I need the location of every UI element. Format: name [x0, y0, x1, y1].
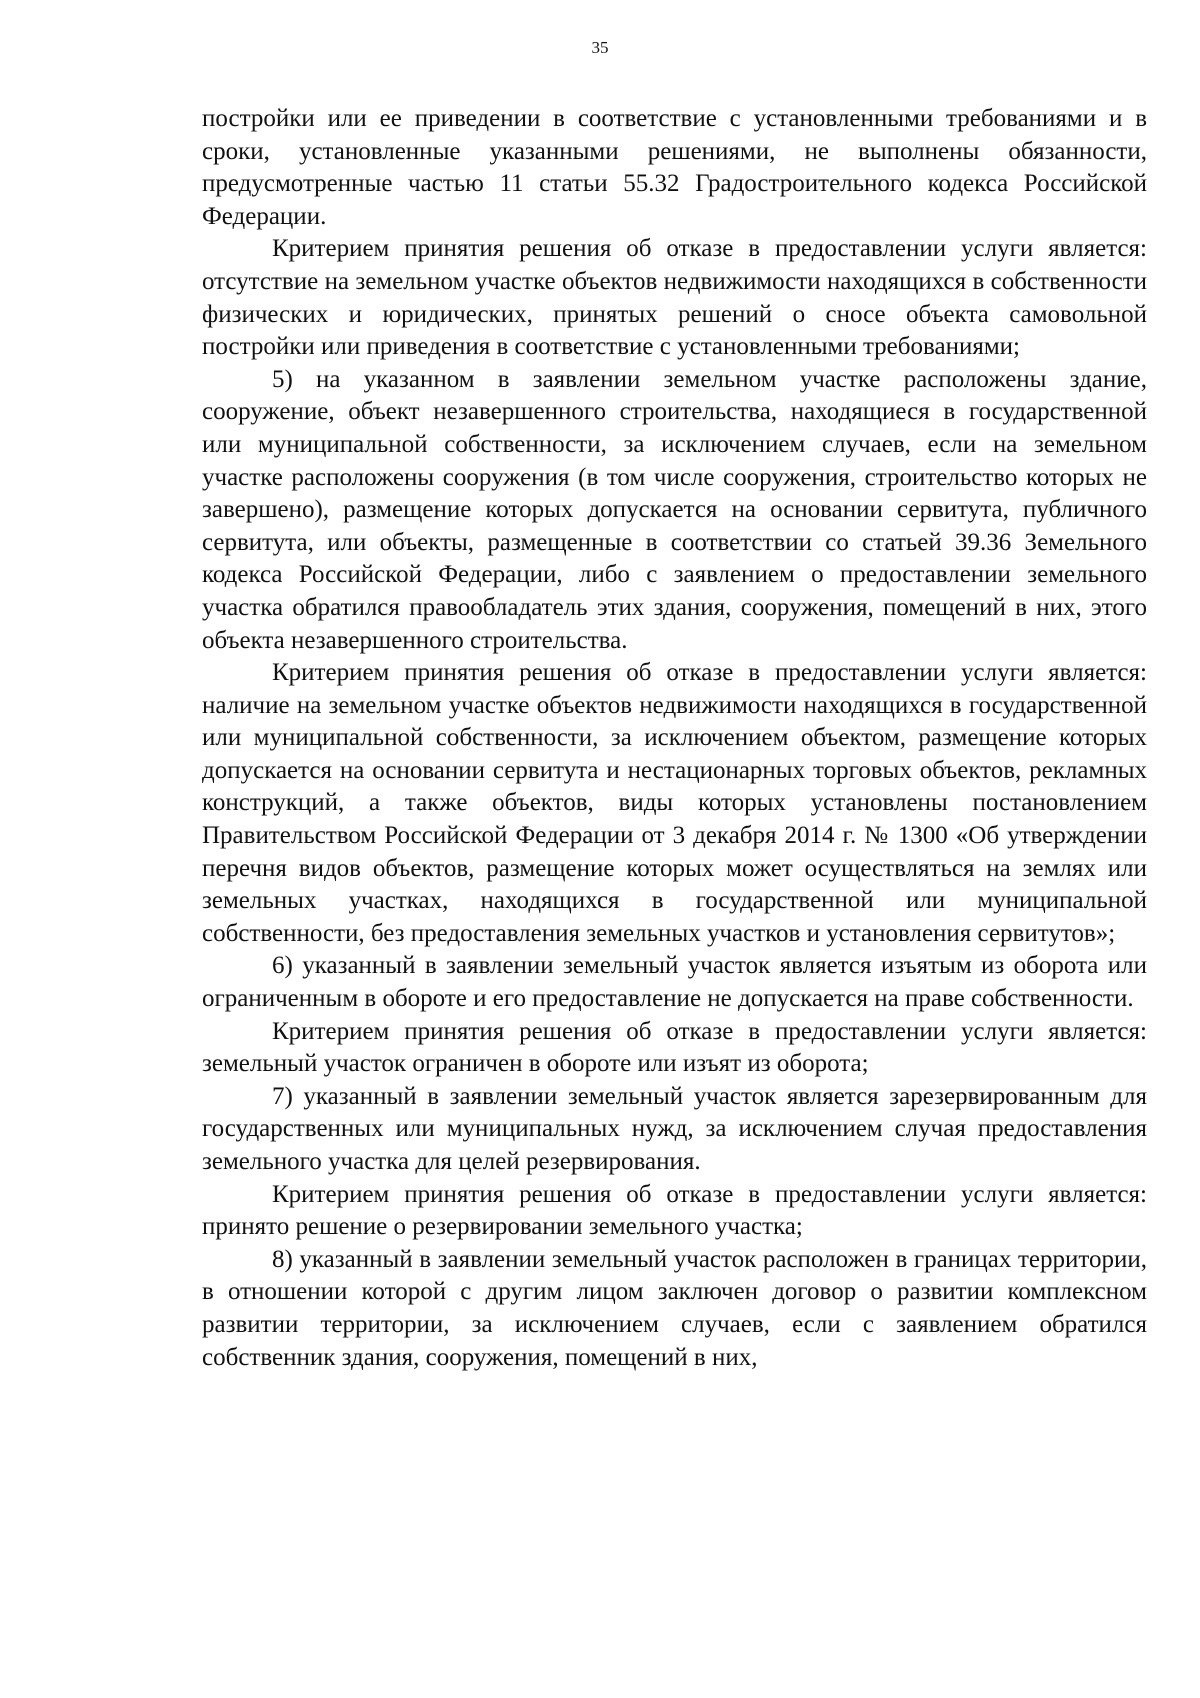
paragraph-criterion-6: Критерием принятия решения об отказе в предоставлении услуги является: земельный участок ограничен в обороте или изъят из оборота;: [202, 1017, 1147, 1078]
page-number: 35: [591, 38, 609, 57]
paragraph-item-5: 5) на указанном в заявлении земельном участке расположены здание, сооружение, объект незавершенного строительства, находящиеся в государственной или муниципальной собственности, за исключением случаев, если на земельном участке расположены сооружения (в том числе сооружения, строительство которых не завершено), размещение которых допускается на основании сервитута, публичного сервитута, или объекты, размещенные в соответствии со статьей 39.36 Земельного кодекса Российской Федерации, либо с заявлением о предоставлении земельного участка обратился правообладатель этих здания, сооружения, помещений в них, этого объекта незавершенного строительства.: [202, 365, 1147, 654]
paragraph-criterion-5: Критерием принятия решения об отказе в предоставлении услуги является: наличие на земельном участке объектов недвижимости находящихся в государственной или муниципальной собственности, за исключением объектом, размещение которых допускается на основании сервитута и нестационарных торговых объектов, рекламных конструкций, а также объектов, виды которых установлены постановлением Правительством Российской Федерации от 3 декабря 2014 г. № 1300 «Об утверждении перечня видов объектов, размещение которых может осуществляться на землях или земельных участках, находящихся в государственной или муниципальной собственности, без предоставления земельных участков и установления сервитутов»;: [202, 659, 1147, 947]
paragraph-criterion-7: Критерием принятия решения об отказе в предоставлении услуги является: принято решение о резервировании земельного участка;: [202, 1180, 1147, 1241]
paragraph-item-6: 6) указанный в заявлении земельный участок является изъятым из оборота или ограниченным в обороте и его предоставление не допускается на праве собственности.: [202, 952, 1147, 1013]
paragraph-item-8: 8) указанный в заявлении земельный участок расположен в границах территории, в отношении которой с другим лицом заключен договор о развитии комплексном развитии территории, за исключением случаев, если с заявлением обратился собственник здания, сооружения, помещений в них,: [202, 1245, 1147, 1371]
paragraph-criterion-4: Критерием принятия решения об отказе в предоставлении услуги является: отсутствие на земельном участке объектов недвижимости находящихся в собственности физических и юридических, принятых решений о сносе объекта самовольной постройки или приведения в соответствие с установленными требованиями;: [202, 235, 1147, 361]
paragraph-continuation: постройки или ее приведении в соответствие с установленными требованиями и в сроки, установленные указанными решениями, не выполнены обязанности, предусмотренные частью 11 статьи 55.32 Градостроительного кодекса Российской Федерации.: [202, 105, 1147, 230]
document-body: [202, 103, 1147, 1374]
paragraph-item-7: 7) указанный в заявлении земельный участок является зарезервированным для государственных или муниципальных нужд, за исключением случая предоставления земельного участка для целей резервирования.: [202, 1082, 1147, 1175]
